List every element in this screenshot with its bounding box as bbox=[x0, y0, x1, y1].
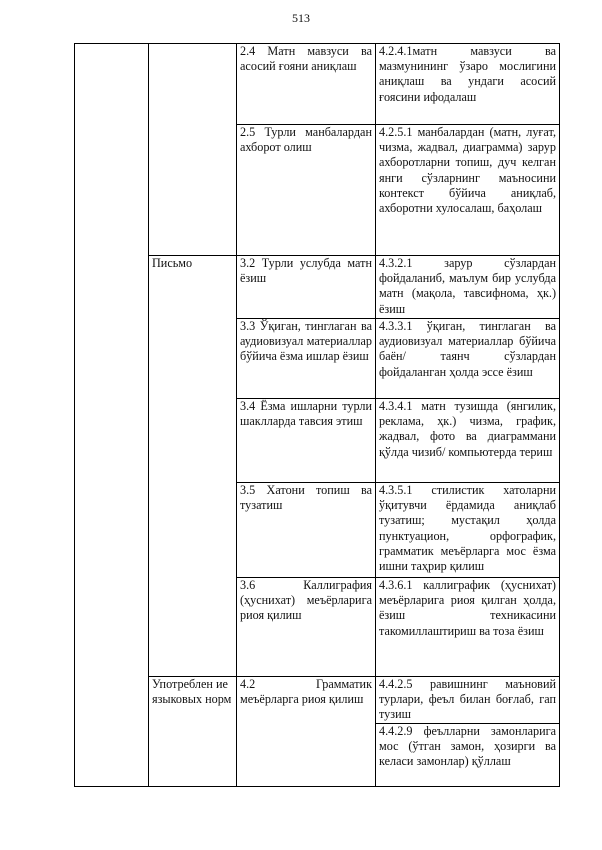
page-number: 513 bbox=[292, 11, 310, 25]
outcome-cell: 4.4.2.5 равишнинг маъновий турлари, феъл билан боғлаб, гап тузиш bbox=[376, 677, 560, 724]
skill-cell: 2.5 Турли манбалардан ахборот олиш bbox=[237, 125, 376, 256]
outcome-cell: 4.4.2.9 феълларни замонларига мос (ўтган замон, ҳозирги ва келаси замонлар) қўллаш bbox=[376, 723, 560, 786]
outcome-cell: 4.2.5.1 манбалардан (матн, луғат, чизма, жадвал, диаграмма) зарур ахборотларни топиш, дуч келган янги сўзларнинг маъносини контекст бўйича аниқлаб, ахборотни хулосалаш, баҳолаш bbox=[376, 125, 560, 256]
outcome-cell: 4.3.4.1 матн тузишда (янгилик, реклама, ҳк.) чизма, график, жадвал, фото ва диаграммани қўлда чизиб/ компьютерда териш bbox=[376, 399, 560, 483]
outcome-cell: 4.3.2.1 зарур сўзлардан фойдаланиб, маълум бир услубда матн (мақола, тавсифнома, ҳк.) ёзиш bbox=[376, 256, 560, 319]
outcome-cell: 4.3.6.1 каллиграфик (ҳуснихат) меъёрларига риоя қилган ҳолда, ёзиш техникасини такомиллаштириш ва тоза ёзиш bbox=[376, 578, 560, 677]
skill-cell: 3.4 Ёзма ишларни турли шаклларда тавсия этиш bbox=[237, 399, 376, 483]
skill-cell: 3.5 Хатони топиш ва тузатиш bbox=[237, 483, 376, 578]
skill-cell: 3.6 Каллиграфия (ҳуснихат) меъёрларига риоя қилиш bbox=[237, 578, 376, 677]
section-label bbox=[149, 44, 237, 256]
table-row bbox=[75, 44, 560, 125]
skill-cell: 2.4 Матн мавзуси ва асосий ғояни аниқлаш bbox=[237, 44, 376, 125]
skill-cell: 4.2 Грамматик меъёрларга риоя қилиш bbox=[237, 677, 376, 787]
outcome-cell: 4.3.3.1 ўқиган, тинглаган ва аудиовизуал материаллар бўйича баён/ таянч сўзлардан фойдаланган ҳолда эссе ёзиш bbox=[376, 319, 560, 399]
section-label: Письмо bbox=[149, 256, 237, 677]
curriculum-table bbox=[74, 43, 560, 787]
outcome-cell: 4.2.4.1матн мавзуси ва мазмунининг ўзаро мослигини аниқлаш ва ундаги асосий ғоясини ифодалаш bbox=[376, 44, 560, 125]
outcome-cell: 4.3.5.1 стилистик хатоларни ўқитувчи ёрдамида аниқлаб тузатиш; мустақил ҳолда пунктуацион, орфографик, грамматик меъёрларга мос ёзма ишни таҳрир қилиш bbox=[376, 483, 560, 578]
skill-cell: 3.3 Ўқиган, тинглаган ва аудиовизуал материаллар бўйича ёзма ишлар ёзиш bbox=[237, 319, 376, 399]
section-label: Употреблен ие языковых норм bbox=[149, 677, 237, 787]
skill-cell: 3.2 Турли услубда матн ёзиш bbox=[237, 256, 376, 319]
subject-column-cell bbox=[75, 44, 149, 787]
